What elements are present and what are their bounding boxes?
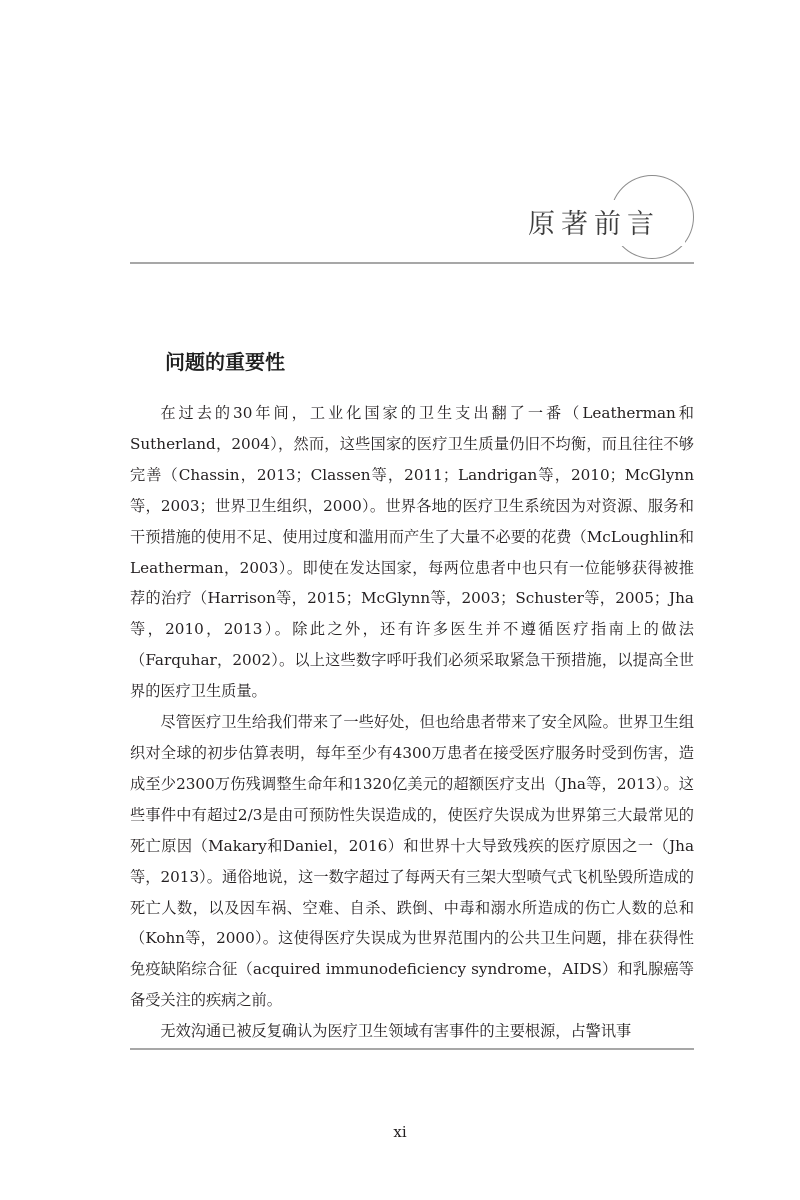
paragraph-1: 在过去的30年间，工业化国家的卫生支出翻了一番（Leatherman和Sutherland，2004），然而，这些国家的医疗卫生质量仍旧不均衡，而且往往不够完善（Chassin，2013；Classen等，2011；Landrigan等，2010；McGlynn等，2003；世界卫生组织，2000）。世界各地的医疗卫生系统因为对资源、服务和干预措施的使用不足、使用过度和滥用而产生了大量不必要的花费（McLoughlin和Leatherman，2003）。即使在发达国家，每两位患者中也只有一位能够获得被推荐的治疗（Harrison等，2015；McGlynn等，2003；Schuster等，2005；Jha等，2010，2013）。除此之外，还有许多医生并不遵循医疗指南上的做法（Farquhar，2002）。以上这些数字呼吁我们必须采取紧急干预措施，以提高全世界的医疗卫生质量。 bbox=[130, 404, 694, 701]
page-number: xi bbox=[393, 1123, 407, 1141]
body-text bbox=[130, 398, 694, 1047]
chapter-title: 原著前言 bbox=[528, 209, 660, 240]
paragraph-2: 尽管医疗卫生给我们带来了一些好处，但也给患者带来了安全风险。世界卫生组织对全球的初步估算表明，每年至少有4300万患者在接受医疗服务时受到伤害，造成至少2300万伤残调整生命年和1320亿美元的超额医疗支出（Jha等，2013）。这些事件中有超过2/3是由可预防性失误造成的，使医疗失误成为世界第三大最常见的死亡原因（Makary和Daniel，2016）和世界十大导致残疾的医疗原因之一（Jha等，2013）。通俗地说，这一数字超过了每两天有三架大型喷气式飞机坠毁所造成的死亡人数，以及因车祸、空难、自杀、跌倒、中毒和溺水所造成的伤亡人数的总和（Kohn等，2000）。这使得医疗失误成为世界范围内的公共卫生问题，排在获得性免疫缺陷综合征（acquired immunodeficiency syndrome，AIDS）和乳腺癌等备受关注的疾病之前。 bbox=[130, 713, 694, 1010]
footer-divider bbox=[130, 1048, 694, 1050]
paragraph-3: 无效沟通已被反复确认为医疗卫生领域有害事件的主要根源，占警讯事 bbox=[160, 1022, 632, 1041]
header-divider bbox=[130, 262, 694, 264]
section-heading: 问题的重要性 bbox=[165, 350, 285, 374]
